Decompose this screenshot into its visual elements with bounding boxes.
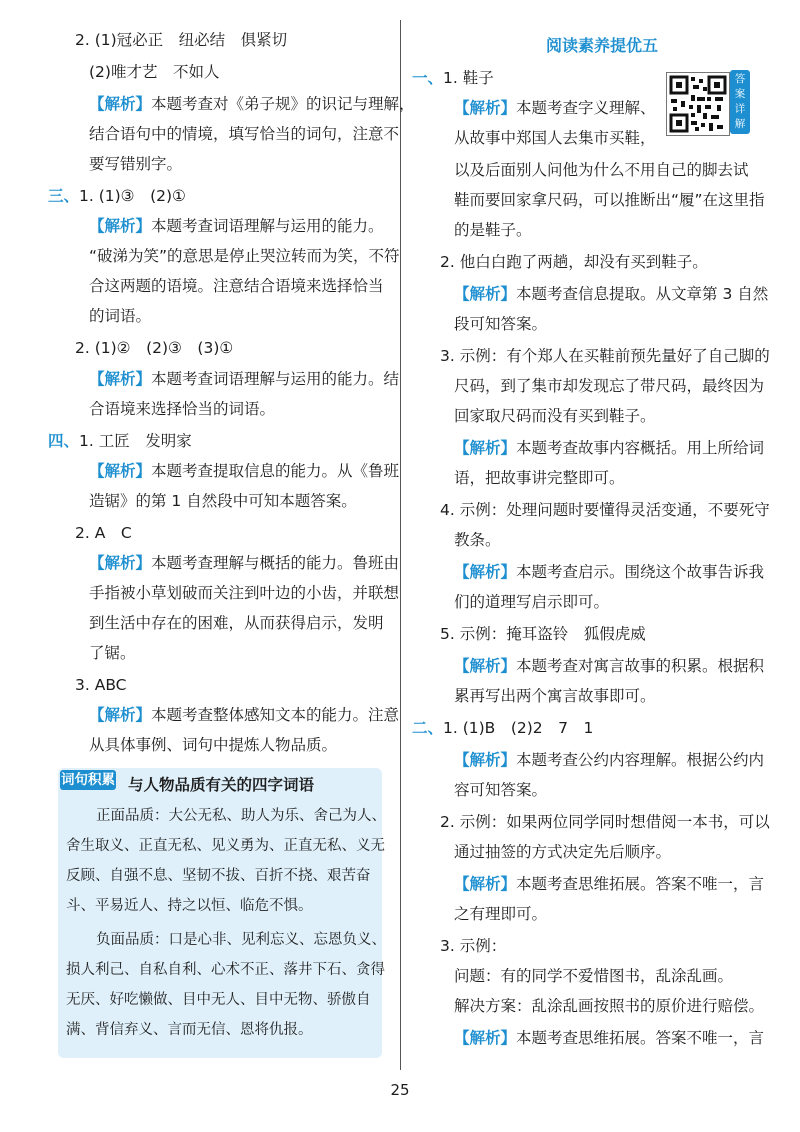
text-line <box>454 562 764 582</box>
line-text: 5. 示例：掩耳盗铃 狐假虎威 <box>440 625 646 643</box>
column-divider <box>400 20 401 1070</box>
text-line <box>89 276 384 296</box>
line-text: 本题考查思维拓展。答案不唯一，言 <box>516 875 765 893</box>
line-text: 正面品质：大公无私、助人为乐、舍己为人、 <box>96 808 386 824</box>
text-line <box>89 613 384 633</box>
text-line <box>454 376 764 396</box>
text-line <box>89 369 399 389</box>
analysis-tag: 【解析】 <box>89 706 152 724</box>
text-line <box>89 583 399 603</box>
line-text: 语，把故事讲完整即可。 <box>454 469 625 487</box>
text-line <box>454 750 764 770</box>
qr-label <box>730 70 750 134</box>
line-text: 负面品质：口是心非、见利忘义、忘恩负义、 <box>96 932 386 948</box>
line-text: 本题考查理解与概括的能力。鲁班由 <box>151 554 400 572</box>
text-line <box>454 592 609 612</box>
text-line <box>440 812 770 832</box>
text-line <box>89 94 415 114</box>
text-line <box>66 990 371 1010</box>
line-text: 要写错别字。 <box>89 155 183 173</box>
line-text: 无厌、好吃懒做、目中无人、目中无物、骄傲自 <box>66 992 371 1008</box>
analysis-tag: 【解析】 <box>89 217 152 235</box>
text-line <box>440 624 646 644</box>
line-text: 2. (1)冠必正 纽必结 俱紧切 <box>75 31 288 49</box>
line-text: 反顾、自强不息、坚韧不拔、百折不挠、艰苦奋 <box>66 868 371 884</box>
text-line <box>96 930 386 950</box>
analysis-tag: 【解析】 <box>454 657 517 675</box>
line-text: 通过抽签的方式决定先后顺序。 <box>454 843 672 861</box>
text-line <box>454 438 764 458</box>
line-text: 1. (1)③ (2)① <box>79 187 186 205</box>
analysis-tag: 【解析】 <box>454 751 517 769</box>
section-marker: 四、 <box>48 432 80 450</box>
text-line <box>440 252 708 272</box>
text-line <box>454 314 547 334</box>
line-text: 从故事中郑国人去集市买鞋， <box>454 129 656 147</box>
text-line <box>48 186 186 206</box>
line-text: 教条。 <box>454 531 501 549</box>
text-line <box>454 656 764 676</box>
analysis-tag: 【解析】 <box>454 1029 517 1047</box>
line-text: 容可知答案。 <box>454 781 548 799</box>
qr-label-char: 案 <box>734 88 746 100</box>
text-line <box>454 996 764 1016</box>
line-text: 了锯。 <box>89 644 136 662</box>
line-text: 合语境来选择恰当的词语。 <box>89 400 276 418</box>
line-text: 3. 示例：有个郑人在买鞋前预先量好了自己脚的 <box>440 347 770 365</box>
text-line <box>440 936 506 956</box>
text-line <box>75 675 127 695</box>
line-text: 造锯》的第 1 自然段中可知本题答案。 <box>89 492 357 510</box>
text-line <box>48 431 192 451</box>
text-line <box>89 154 182 174</box>
line-text: 本题考查字义理解、 <box>516 99 656 117</box>
qr-code-icon[interactable] <box>666 72 730 136</box>
text-line <box>454 780 547 800</box>
line-text: 鞋而要回家拿尺码，可以推断出“履”在这里指 <box>454 191 765 209</box>
analysis-tag: 【解析】 <box>454 285 517 303</box>
text-line <box>454 406 656 426</box>
text-line <box>89 643 136 663</box>
analysis-tag: 【解析】 <box>454 875 517 893</box>
line-text: 本题考查故事内容概括。用上所给词 <box>516 439 765 457</box>
analysis-tag: 【解析】 <box>454 99 517 117</box>
line-text: 本题考查启示。围绕这个故事告诉我 <box>516 563 765 581</box>
text-line <box>454 284 768 304</box>
text-line <box>89 461 399 481</box>
line-text: 本题考查对寓言故事的积累。根据积 <box>516 657 765 675</box>
line-text: 本题考查信息提取。从文章第 3 自然 <box>516 285 769 303</box>
text-line <box>454 1028 764 1048</box>
text-line <box>454 966 733 986</box>
text-line <box>66 836 385 856</box>
line-text: 1. 鞋子 <box>443 69 494 87</box>
text-line <box>454 190 765 210</box>
line-text: 本题考查思维拓展。答案不唯一，言 <box>516 1029 765 1047</box>
section-marker: 三、 <box>48 187 80 205</box>
qr-label-char: 解 <box>734 118 746 130</box>
line-text: 2. (1)② (2)③ (3)① <box>75 339 234 357</box>
text-line <box>454 842 671 862</box>
text-line <box>89 246 400 266</box>
analysis-tag: 【解析】 <box>89 370 152 388</box>
text-line <box>66 1020 313 1040</box>
analysis-tag: 【解析】 <box>454 439 517 457</box>
text-line <box>89 735 337 755</box>
text-line <box>66 960 385 980</box>
text-line <box>454 530 501 550</box>
text-line <box>89 62 219 82</box>
line-text: 解决方案：乱涂乱画按照书的原价进行赔偿。 <box>454 997 765 1015</box>
line-text: 1. (1)B (2)2 7 1 <box>443 719 594 737</box>
line-text: 2. 他白白跑了两趟，却没有买到鞋子。 <box>440 253 708 271</box>
line-text: 到生活中存在的困难，从而获得启示，发明 <box>89 614 384 632</box>
text-line <box>412 68 494 88</box>
line-text: 3. ABC <box>75 676 127 694</box>
text-line <box>96 806 386 826</box>
text-line <box>66 896 313 916</box>
text-line <box>454 220 532 240</box>
analysis-tag: 【解析】 <box>89 462 152 480</box>
line-text: 从具体事例、词句中提炼人物品质。 <box>89 736 338 754</box>
line-text: 段可知答案。 <box>454 315 548 333</box>
section-marker: 一、 <box>412 69 444 87</box>
line-text: 本题考查整体感知文本的能力。注意 <box>151 706 400 724</box>
text-line <box>440 346 770 366</box>
line-text: 之有理即可。 <box>454 905 548 923</box>
qr-label-char: 答 <box>734 73 746 85</box>
line-text: 损人利己、自私自利、心术不正、落井下石、贪得 <box>66 962 385 978</box>
text-line <box>89 553 399 573</box>
line-text: 本题考查公约内容理解。根据公约内 <box>516 751 765 769</box>
text-line <box>440 500 770 520</box>
text-line <box>454 98 656 118</box>
text-line <box>66 866 371 886</box>
text-line <box>75 523 132 543</box>
line-text: 结合语句中的情境，填写恰当的词句，注意不 <box>89 125 400 143</box>
analysis-tag: 【解析】 <box>89 95 152 113</box>
line-text: 累再写出两个寓言故事即可。 <box>454 687 656 705</box>
line-text: 的词语。 <box>89 307 152 325</box>
line-text: 2. A C <box>75 524 132 542</box>
page-number: 25 <box>390 1081 410 1099</box>
text-line <box>454 128 656 148</box>
line-text: 3. 示例： <box>440 937 507 955</box>
analysis-tag: 【解析】 <box>89 554 152 572</box>
text-line <box>454 686 656 706</box>
line-text: 回家取尺码而没有买到鞋子。 <box>454 407 656 425</box>
line-text: 合这两题的语境。注意结合语境来选择恰当 <box>89 277 384 295</box>
text-line <box>454 160 749 180</box>
line-text: 2. 示例：如果两位同学同时想借阅一本书，可以 <box>440 813 770 831</box>
text-line <box>89 399 275 419</box>
line-text: 满、背信弃义、言而无信、恩将仇报。 <box>66 1022 313 1038</box>
analysis-tag: 【解析】 <box>454 563 517 581</box>
text-line <box>454 904 547 924</box>
line-text: 手指被小草划破而关注到叶边的小齿，并联想 <box>89 584 400 602</box>
text-line <box>89 306 151 326</box>
line-text: 们的道理写启示即可。 <box>454 593 610 611</box>
line-text: 尺码，到了集市却发现忘了带尺码，最终因为 <box>454 377 765 395</box>
line-text: 以及后面别人问他为什么不用自己的脚去试 <box>454 161 749 179</box>
panel-tag: 词句积累 <box>61 772 115 788</box>
text-line <box>89 216 384 236</box>
line-text: 本题考查对《弟子规》的识记与理解， <box>151 95 415 113</box>
text-line <box>454 468 625 488</box>
line-text: 斗、平易近人、持之以恒、临危不惧。 <box>66 898 313 914</box>
text-line <box>89 124 399 144</box>
line-text: 的是鞋子。 <box>454 221 532 239</box>
line-text: 1. 工匠 发明家 <box>79 432 192 450</box>
line-text: (2)唯才艺 不如人 <box>89 63 220 81</box>
text-line <box>75 30 287 50</box>
line-text: “破涕为笑”的意思是停止哭泣转而为笑，不符 <box>89 247 400 265</box>
line-text: 舍生取义、正直无私、见义勇为、正直无私、义无 <box>66 838 385 854</box>
text-line <box>75 338 233 358</box>
line-text: 本题考查提取信息的能力。从《鲁班 <box>151 462 400 480</box>
section-marker: 二、 <box>412 719 444 737</box>
section-title: 阅读素养提优五 <box>545 36 658 55</box>
line-text: 问题：有的同学不爱惜图书，乱涂乱画。 <box>454 967 734 985</box>
line-text: 4. 示例：处理问题时要懂得灵活变通，不要死守 <box>440 501 770 519</box>
text-line <box>89 491 357 511</box>
panel-title: 与人物品质有关的四字词语 <box>128 776 315 794</box>
line-text: 本题考查词语理解与运用的能力。结 <box>151 370 400 388</box>
qr-label-char: 详 <box>734 103 746 115</box>
text-line <box>454 874 764 894</box>
text-line <box>412 718 593 738</box>
text-line <box>89 705 399 725</box>
line-text: 本题考查词语理解与运用的能力。 <box>151 217 384 235</box>
